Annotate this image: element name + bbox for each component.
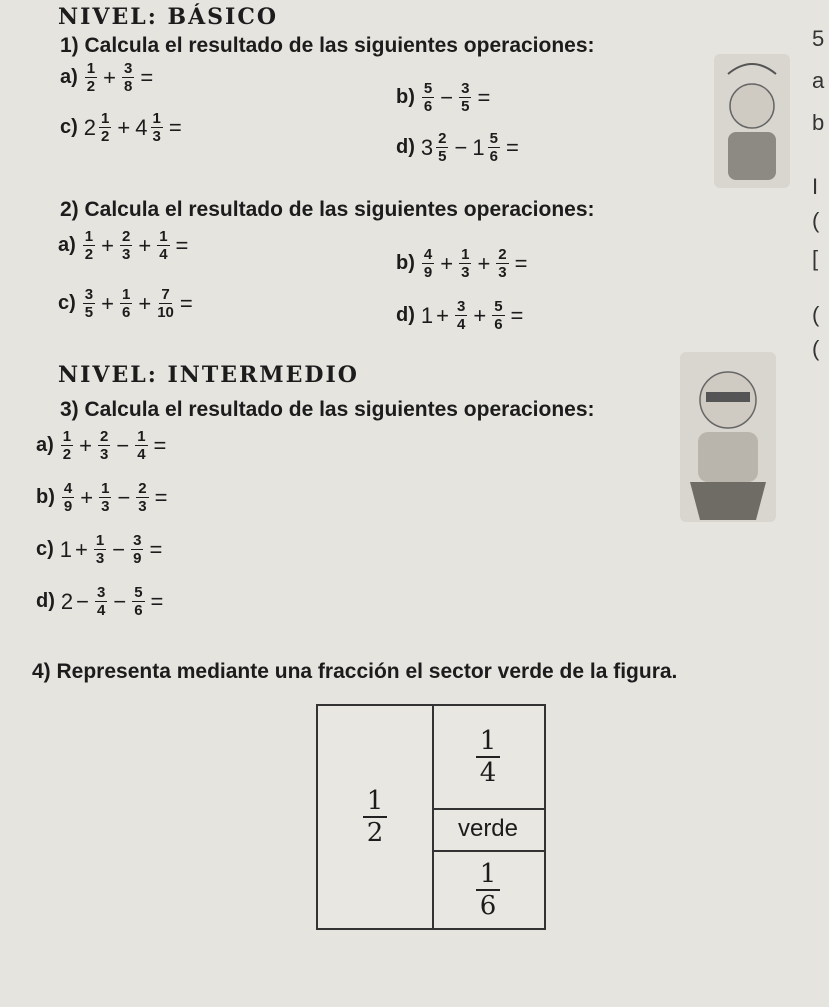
margin-text: I (812, 174, 819, 199)
q2-item-b: b) $\frac{4}{9}$ + $\frac{1}{3}$ + $\frac{2}{3}$ = (396, 246, 528, 281)
fraction: $\frac{4}{9}$ (63, 480, 73, 515)
fraction: $\frac{2}{5}$ (438, 130, 447, 165)
cartoon-character-image (714, 54, 790, 188)
question-1-title: 1) Calcula el resultado de las siguientes operaciones: (60, 34, 595, 57)
q3-item-a: a) $\frac{1}{2}$ + $\frac{2}{3}$ − $\frac{1}{4}$ = (36, 428, 167, 463)
fraction: $\frac{5}{6}$ (494, 298, 503, 333)
question-2-title: 2) Calcula el resultado de las siguientes operaciones: (60, 198, 595, 221)
fraction: $\frac{1}{3}$ (95, 532, 105, 567)
fraction: $\frac{1}{2}$ (86, 60, 96, 95)
section-title-intermediate: NIVEL: INTERMEDIO (58, 362, 359, 388)
fraction: $\frac{3}{5}$ (461, 80, 470, 115)
margin-text: [ (812, 246, 819, 271)
fraction: $\frac{3}{4}$ (457, 298, 466, 333)
fraction: $\frac{7}{10}$ (157, 286, 174, 321)
cartoon-character-image-2 (680, 352, 776, 522)
fraction-one-sixth: 1 6 (476, 859, 501, 921)
figure-top-right (432, 706, 544, 810)
fraction: $\frac{1}{4}$ (159, 228, 168, 263)
q1-item-c: c) 2 $\frac{1}{2}$ + 4 $\frac{1}{3}$ = (60, 110, 182, 145)
q3-item-c: c) 1 + $\frac{1}{3}$ − $\frac{3}{9}$ = (36, 532, 163, 567)
margin-text: ( (812, 208, 820, 233)
section-title-basic: NIVEL: BÁSICO (58, 4, 279, 30)
fraction: $\frac{3}{5}$ (84, 286, 94, 321)
margin-text: ( (812, 302, 820, 327)
fraction: $\frac{1}{3}$ (152, 110, 161, 145)
fraction: $\frac{2}{3}$ (138, 480, 147, 515)
fraction: $\frac{1}{2}$ (62, 428, 72, 463)
fraction: $\frac{3}{9}$ (133, 532, 142, 567)
fraction: $\frac{4}{9}$ (423, 246, 433, 281)
fraction: $\frac{2}{3}$ (498, 246, 507, 281)
fraction: $\frac{1}{4}$ (137, 428, 146, 463)
fraction-one-quarter: 1 4 (476, 726, 501, 788)
margin-text: a (812, 68, 825, 93)
figure-bottom-right (432, 852, 544, 928)
figure-left-half (318, 706, 434, 928)
q2-item-a: a) $\frac{1}{2}$ + $\frac{2}{3}$ + $\frac{1}{4}$ = (58, 228, 189, 263)
fraction: $\frac{5}{6}$ (423, 80, 433, 115)
fraction: $\frac{2}{3}$ (122, 228, 131, 263)
q1-item-a: a) $\frac{1}{2}$ + $\frac{3}{8}$ = (60, 60, 154, 95)
fraction-figure (316, 704, 546, 930)
figure-green-sector: verde (432, 808, 544, 852)
q2-item-c: c) $\frac{3}{5}$ + $\frac{1}{6}$ + $\frac{7}{10}$ = (58, 286, 193, 321)
margin-text: ( (812, 336, 820, 361)
margin-text: 5 (812, 26, 825, 51)
q3-item-d: d) 2 − $\frac{3}{4}$ − $\frac{5}{6}$ = (36, 584, 164, 619)
fraction: $\frac{1}{2}$ (84, 228, 94, 263)
fraction: $\frac{1}{6}$ (122, 286, 131, 321)
fraction: $\frac{1}{3}$ (101, 480, 110, 515)
fraction: $\frac{1}{3}$ (461, 246, 470, 281)
margin-text: b (812, 110, 825, 135)
q3-item-b: b) $\frac{4}{9}$ + $\frac{1}{3}$ − $\frac{2}{3}$ = (36, 480, 168, 515)
fraction-one-half: 1 2 (363, 786, 388, 848)
fraction: $\frac{5}{6}$ (134, 584, 143, 619)
q2-item-d: d) 1 + $\frac{3}{4}$ + $\frac{5}{6}$ = (396, 298, 524, 333)
fraction: $\frac{1}{2}$ (101, 110, 110, 145)
question-3-title: 3) Calcula el resultado de las siguientes operaciones: (60, 398, 595, 421)
fraction: $\frac{3}{8}$ (124, 60, 133, 95)
fraction: $\frac{5}{6}$ (489, 130, 498, 165)
fraction: $\frac{3}{4}$ (97, 584, 106, 619)
question-4-title: 4) Representa mediante una fracción el sector verde de la figura. (32, 660, 678, 683)
q1-item-d: d) 3 $\frac{2}{5}$ − 1 $\frac{5}{6}$ = (396, 130, 519, 165)
q1-item-b: b) $\frac{5}{6}$ − $\frac{3}{5}$ = (396, 80, 491, 115)
fraction: $\frac{2}{3}$ (100, 428, 109, 463)
